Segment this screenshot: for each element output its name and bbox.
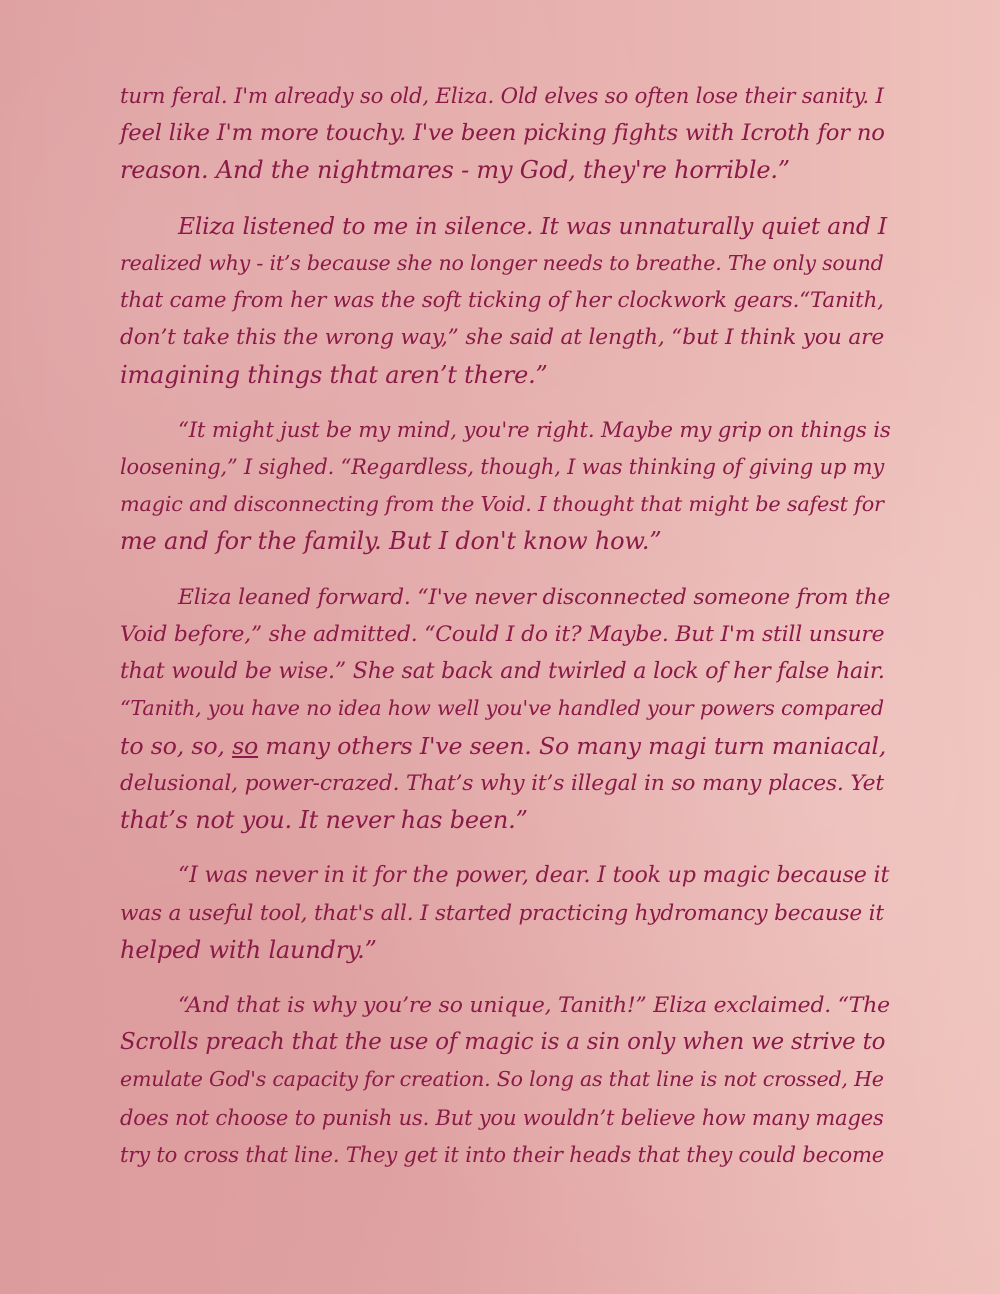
text-line: imagining things that aren’t there.” (120, 360, 548, 389)
paragraph (120, 208, 890, 394)
text-fragment: to so, so, (120, 731, 233, 760)
paragraph (120, 987, 890, 1173)
text-line: realized why - it’s because she no longer needs to breathe. The only sound (120, 250, 884, 275)
text-line: emulate God's capacity for creation. So long as that line is not crossed, He (120, 1067, 884, 1092)
paragraph (120, 857, 890, 969)
text-fragment: many others I've seen. So many magi turn maniacal, (258, 731, 887, 760)
text-line: helped with laundry.” (120, 935, 377, 964)
text-line: loosening,” I sighed. “Regardless, though, I was thinking of giving up my (120, 455, 884, 480)
text-line: magic and disconnecting from the Void. I thought that might be safest for (120, 492, 884, 517)
paragraph (120, 579, 890, 839)
text-line: Eliza leaned forward. “I've never disconnected someone from the (178, 584, 891, 610)
text-line: does not choose to punish us. But you wouldn’t believe how many mages (120, 1104, 884, 1130)
text-line: try to cross that line. They get it into their heads that they could become (120, 1141, 885, 1167)
text-line: “I was never in it for the power, dear. I took up magic because it (178, 862, 890, 889)
text-line: reason. And the nightmares - my God, they're horrible.” (120, 156, 790, 185)
text-line: that’s not you. It never has been.” (120, 805, 528, 834)
text-line: feel like I'm more touchy. I've been picking fights with Icroth for no (120, 120, 885, 147)
text-line: Void before,” she admitted. “Could I do it? Maybe. But I'm still unsure (120, 622, 885, 647)
text-line: Scrolls preach that the use of magic is a sin only when we strive to (120, 1029, 886, 1056)
text-line: “Tanith, you have no idea how well you've handled your powers compared (120, 696, 884, 721)
text-line: “It might just be my mind, you're right. Maybe my grip on things is (178, 417, 891, 443)
text-line: don’t take this the wrong way,” she said at length, “but I think you are (120, 325, 885, 351)
text-line (120, 728, 890, 765)
text-line: Eliza listened to me in silence. It was unnaturally quiet and I (178, 211, 887, 240)
paragraph (120, 78, 890, 190)
paragraph (120, 412, 890, 561)
text-line: was a useful tool, that's all. I started practicing hydromancy because it (120, 900, 884, 926)
text-line: delusional, power-crazed. That’s why it’s illegal in so many places. Yet (120, 770, 884, 796)
text-line: turn feral. I'm already so old, Eliza. Old elves so often lose their sanity. I (120, 84, 884, 109)
body-text (120, 78, 890, 1191)
text-line: that would be wise.” She sat back and twirled a lock of her false hair. (120, 658, 885, 685)
text-line: “And that is why you’re so unique, Tanith!” Eliza exclaimed. “The (178, 993, 890, 1019)
underlined-word: so (232, 731, 259, 760)
text-line: that came from her was the soft ticking of her clockwork gears.“Tanith, (120, 288, 884, 314)
text-line: me and for the family. But I don't know how.” (120, 527, 662, 556)
